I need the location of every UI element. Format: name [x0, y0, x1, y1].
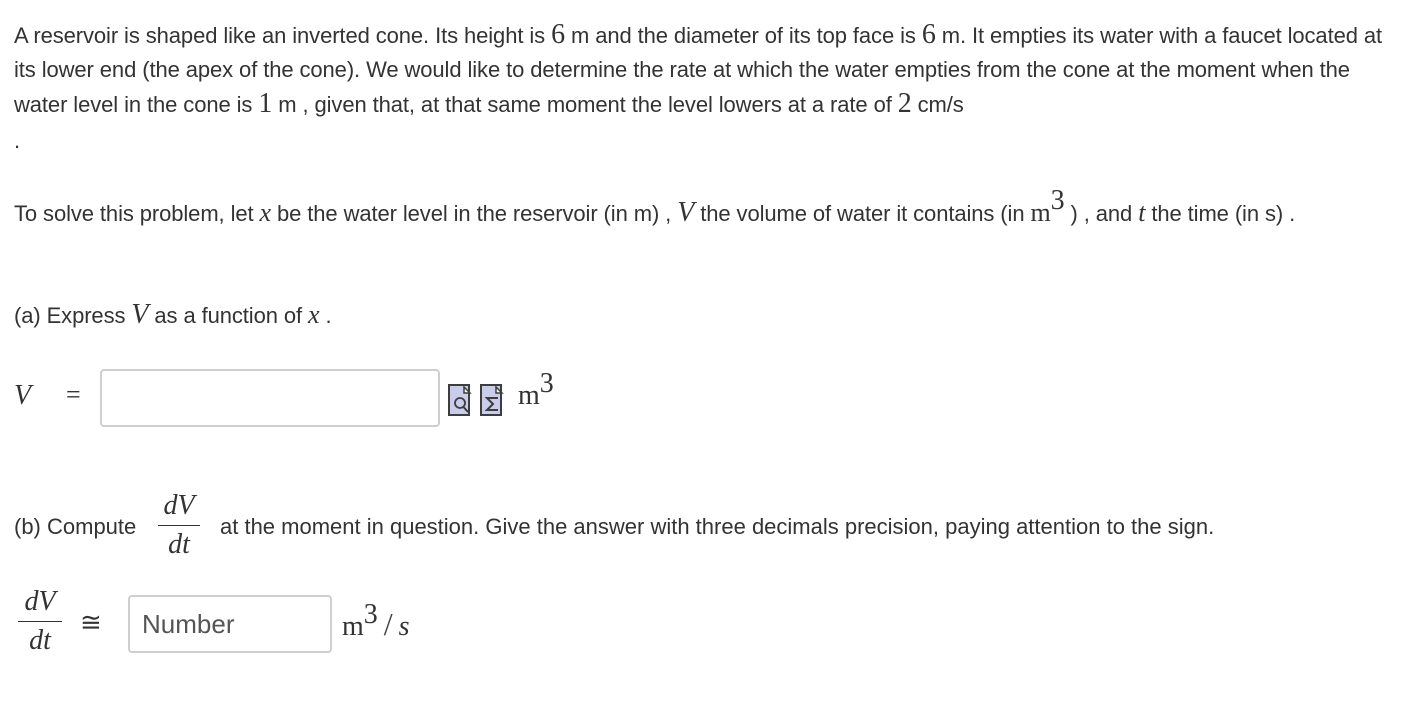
equation-editor-button[interactable] [480, 384, 502, 416]
part-a-text: (a) Express [14, 303, 132, 328]
part-b-text: at the moment in question. Give the answer with three decimals precision, paying attention to the sign. [220, 514, 1215, 539]
unit-slash: / [383, 606, 393, 642]
problem-text: m , given that, at that same moment the level lowers at a rate of [272, 92, 898, 117]
approx-sign: ≅ [80, 608, 102, 637]
derivative-fraction [18, 586, 62, 657]
diameter-value: 6 [921, 19, 936, 50]
volume-expression-input[interactable] [100, 369, 440, 427]
preview-icon [450, 386, 472, 418]
fraction-denominator: dt [29, 625, 51, 656]
unit-base: m [1030, 198, 1051, 227]
problem-text: cm/s [911, 92, 964, 117]
trailing-dot: . [14, 128, 21, 153]
volume-unit [518, 367, 554, 412]
unit-base: m [342, 611, 364, 642]
x-symbol: x [259, 198, 271, 227]
v-symbol: V [677, 197, 695, 228]
equation-editor-icon [482, 386, 504, 418]
problem-text: m and the diameter of its top face is [564, 23, 922, 48]
fraction-bar [158, 525, 200, 526]
part-b-answer-row [14, 586, 714, 666]
part-a-text: . [319, 303, 332, 328]
height-value: 6 [551, 19, 565, 50]
unit-exponent: 3 [539, 367, 554, 399]
rate-value: 2 [897, 88, 912, 119]
rate-unit [342, 598, 410, 643]
variables-text: To solve this problem, let [14, 201, 260, 226]
part-a-prompt [14, 298, 1404, 333]
fraction-denominator: dt [168, 529, 190, 560]
part-b-prompt [14, 490, 1404, 570]
unit-denominator: s [398, 611, 410, 642]
rate-number-input[interactable] [128, 595, 332, 653]
problem-statement [14, 18, 1404, 122]
derivative-fraction [158, 490, 200, 561]
variables-text: the time (in s) . [1145, 201, 1296, 226]
variables-text: be the water level in the reservoir (in m) , [270, 201, 678, 226]
fraction-bar [18, 621, 62, 622]
fraction-numerator: dV [24, 586, 56, 617]
volume-unit [1030, 185, 1065, 227]
fraction-numerator: dV [163, 490, 195, 521]
x-symbol: x [308, 300, 320, 329]
variables-text: the volume of water it contains (in [694, 201, 1031, 226]
part-b-text: (b) Compute [14, 514, 137, 539]
unit-exponent: 3 [1050, 185, 1065, 217]
t-symbol: t [1138, 198, 1146, 227]
problem-text: A reservoir is shaped like an inverted cone. Its height is [14, 23, 552, 48]
variables-text: ) , and [1064, 201, 1139, 226]
variables-statement [14, 185, 1404, 231]
unit-base: m [518, 380, 540, 411]
v-symbol: V [131, 299, 149, 330]
part-a-answer-row [14, 368, 714, 428]
part-a-text: as a function of [148, 303, 309, 328]
problem-text: m. It empties its water with a faucet located at its lower end (the apex of the cone). We would like to determine the rate at which the water empties from the cone at the moment when the water level in the cone is [14, 23, 1383, 117]
preview-button[interactable] [448, 384, 470, 416]
unit-exponent: 3 [363, 598, 378, 630]
answer-label: V [14, 380, 32, 411]
level-value: 1 [258, 88, 273, 119]
equals-sign: = [66, 380, 81, 409]
